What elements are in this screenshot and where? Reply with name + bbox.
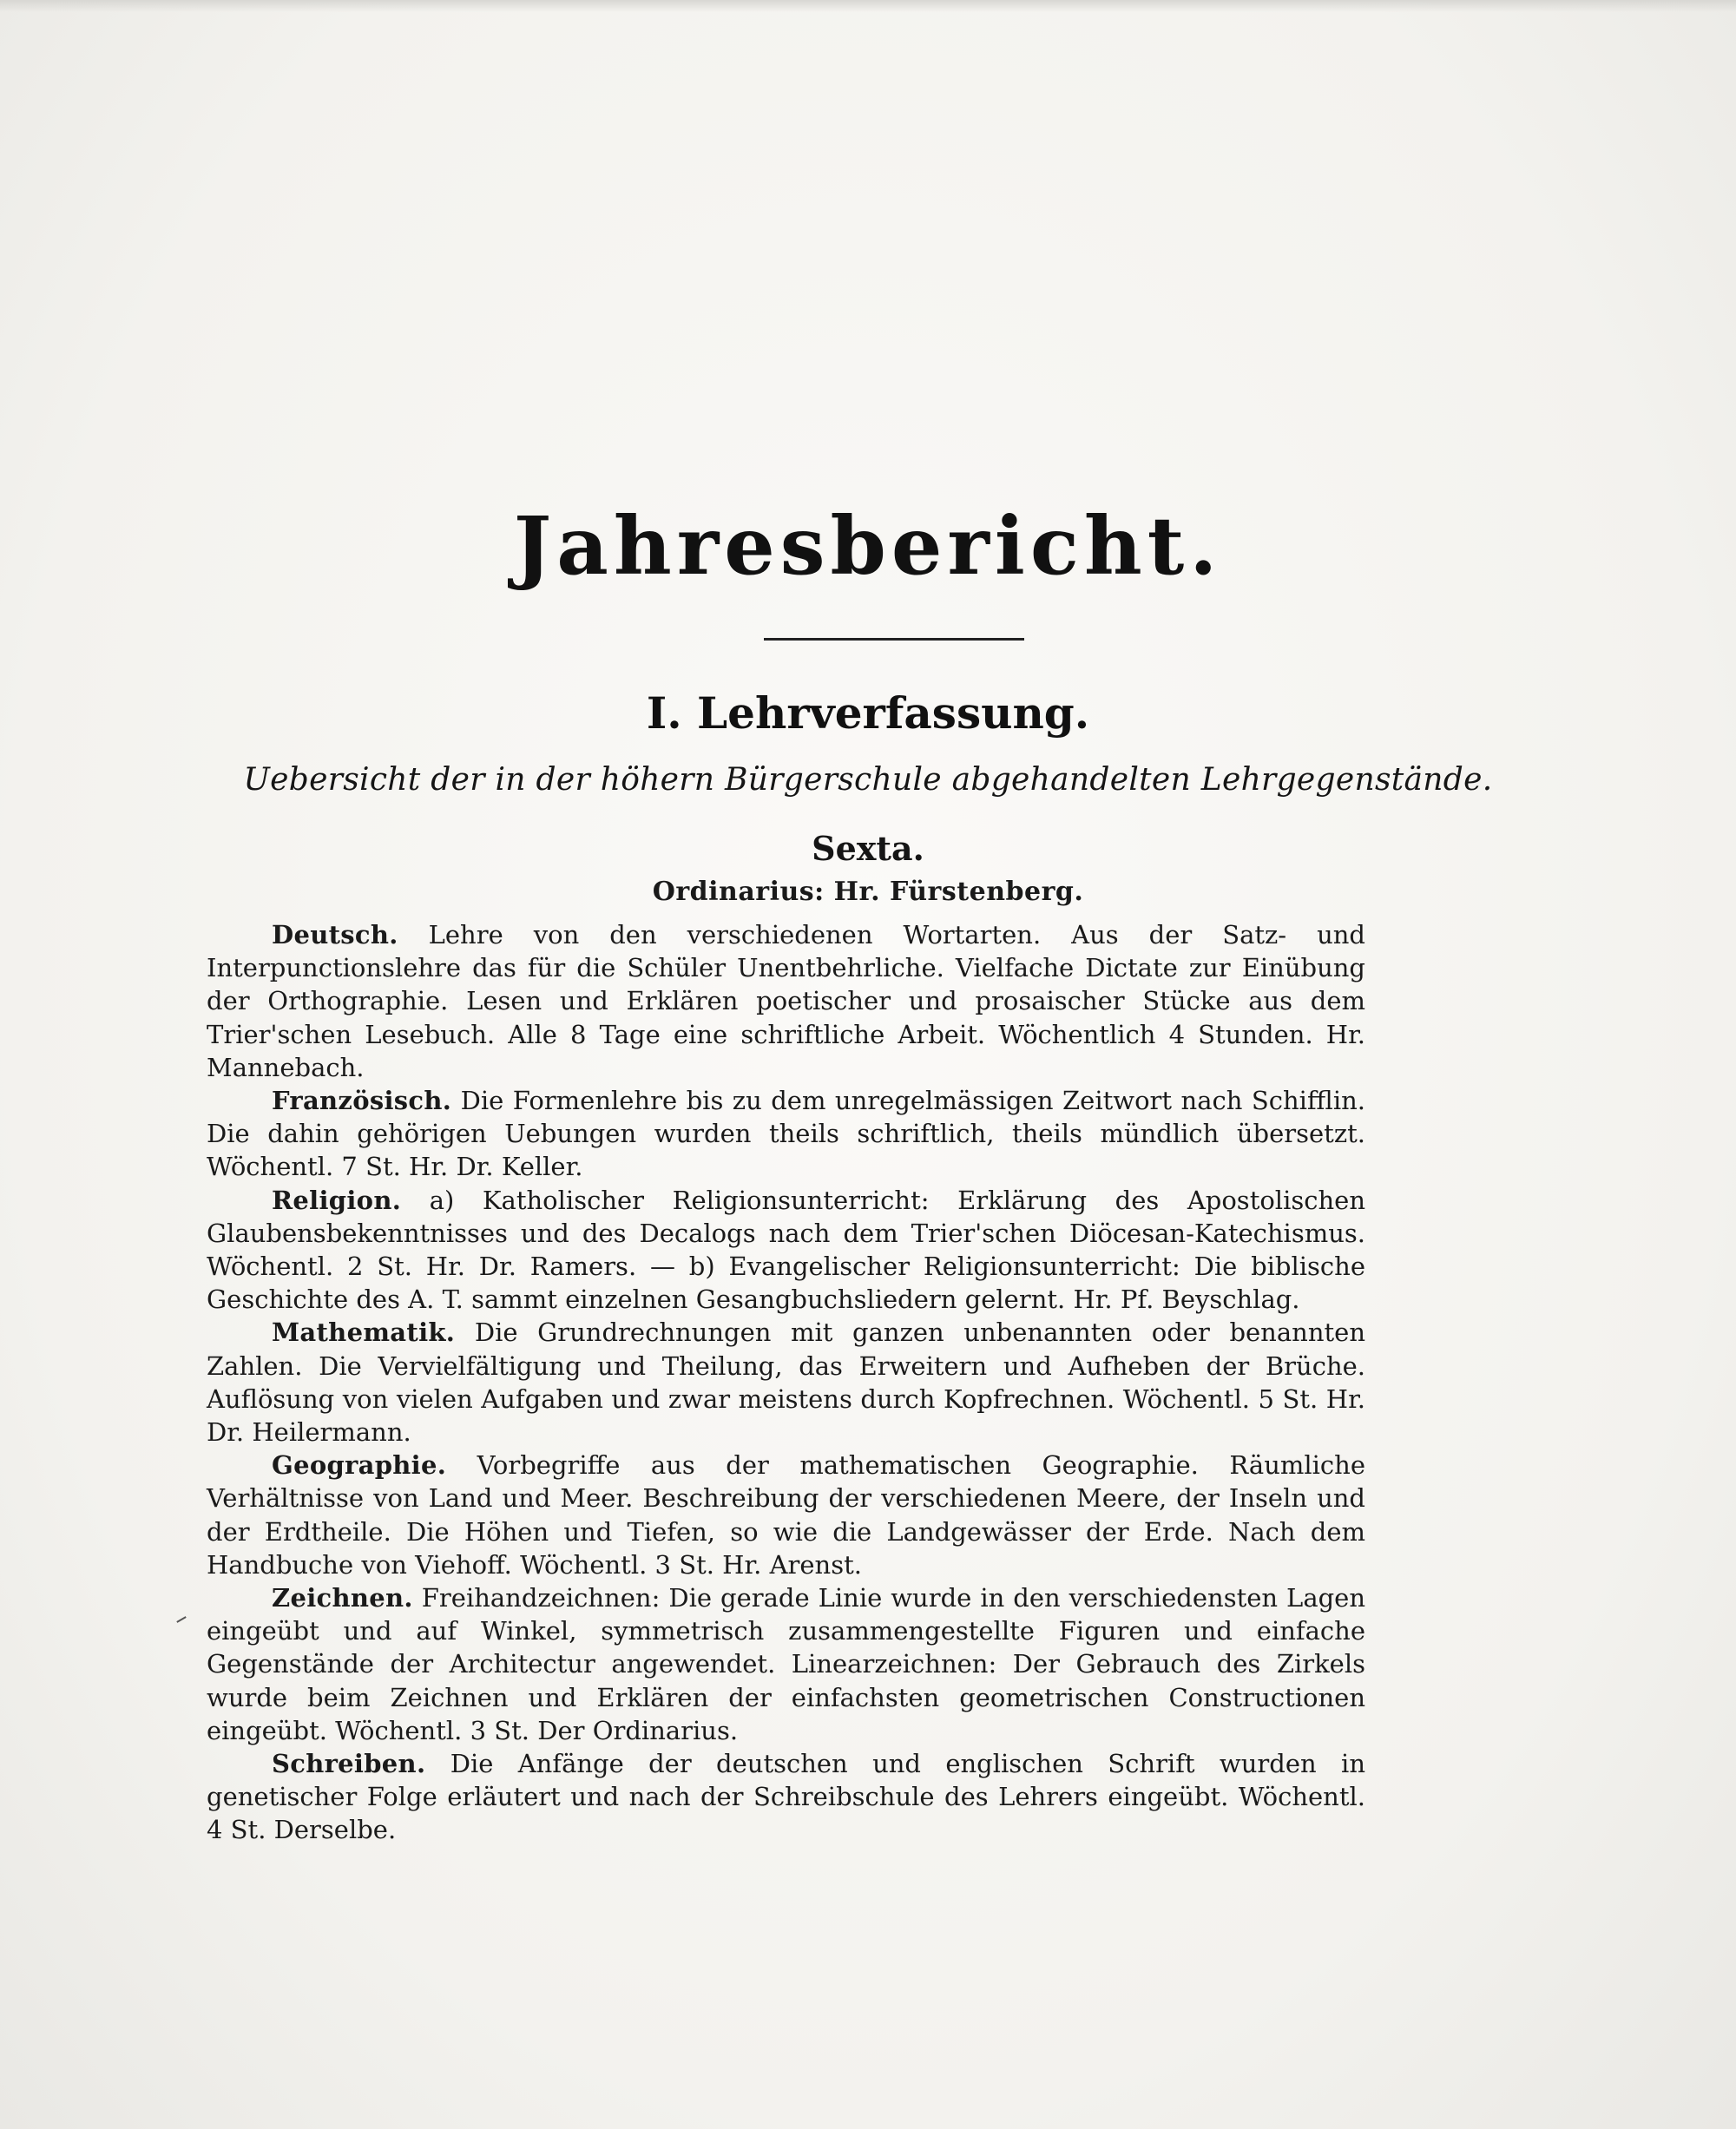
report-title: Jahresbericht. (513, 499, 1223, 593)
subject-paragraph-zeichnen (207, 1581, 1365, 1747)
subject-name: Französisch. (272, 1086, 452, 1116)
subject-name: Zeichnen. (272, 1583, 413, 1613)
class-heading: Sexta. (812, 829, 924, 868)
subject-name: Geographie. (272, 1450, 447, 1481)
page-top-edge (0, 0, 1736, 12)
subject-paragraph-schreiben (207, 1747, 1365, 1847)
subject-text: a) Katholischer Religionsunterricht: Erklärung des Apostolischen Glaubensbekenntnisses und des Decalogs nach dem Trier'schen Diöcesan-Katechismus. Wöchentl. 2 St. Hr. Dr. Ramers. — b) Evangelischer Religionsunterricht: Die biblische Geschichte des A. T. sammt einzelnen Gesangbuchsliedern gelernt. Hr. Pf. Beyschlag. (207, 1185, 1365, 1315)
subject-text: Die Anfänge der deutschen und englischen Schrift wurden in genetischer Folge erläutert und nach der Schreibschule des Lehrers eingeübt. Wöchentl. 4 St. Derselbe. (207, 1749, 1365, 1845)
subject-name: Deutsch. (272, 920, 398, 950)
subject-text: Die Grundrechnungen mit ganzen unbenannten oder benannten Zahlen. Die Vervielfältigung und Theilung, das Erweitern und Aufheben der Brüche. Auflösung von vielen Aufgaben und zwar meistens durch Kopfrechnen. Wöchentl. 5 St. Hr. Dr. Heilermann. (207, 1317, 1366, 1448)
subject-paragraph-franzoesisch (207, 1084, 1365, 1184)
subject-name: Schreiben. (272, 1749, 426, 1779)
subject-list (207, 918, 1365, 1847)
subject-text: Lehre von den verschiedenen Wortarten. Aus der Satz- und Interpunctionslehre das für die Schüler Unentbehrliche. Vielfache Dictate zur Einübung der Orthographie. Lesen und Erklären poetischer und prosaischer Stücke aus dem Trier'schen Lesebuch. Alle 8 Tage eine schriftliche Arbeit. Wöchentlich 4 Stunden. Hr. Mannebach. (207, 920, 1365, 1082)
subject-text: Freihandzeichnen: Die gerade Linie wurde in den verschiedensten Lagen eingeübt und auf Winkel, symmetrisch zusammengestellte Figuren und einfache Gegenstände der Architectur angewendet. Linearzeichnen: Der Gebrauch des Zirkels wurde beim Zeichnen und Erklären der einfachsten geometrischen Constructionen eingeübt. Wöchentl. 3 St. Der Ordinarius. (207, 1583, 1366, 1745)
subject-paragraph-religion (207, 1184, 1365, 1317)
subject-name: Mathematik. (272, 1317, 456, 1348)
title-rule (764, 638, 1024, 641)
overview-subtitle: Uebersicht der in der höhern Bürgerschule abgehandelten Lehrgegenstände. (243, 762, 1493, 798)
subject-paragraph-geographie (207, 1449, 1365, 1581)
subject-text: Die Formenlehre bis zu dem unregelmässigen Zeitwort nach Schifflin. Die dahin gehörigen Uebungen wurden theils schriftlich, theils mündlich übersetzt. Wöchentl. 7 St. Hr. Dr. Keller. (207, 1086, 1366, 1182)
subject-paragraph-mathematik (207, 1316, 1365, 1449)
ordinarius-line: Ordinarius: Hr. Fürstenberg. (652, 877, 1084, 907)
section-heading: I. Lehrverfassung. (646, 687, 1090, 739)
subject-paragraph-deutsch (207, 918, 1365, 1084)
subject-text: Vorbegriffe aus der mathematischen Geographie. Räumliche Verhältnisse von Land und Meer. Beschreibung der verschiedenen Meere, der Inseln und der Erdtheile. Die Höhen und Tiefen, so wie die Landgewässer der Erde. Nach dem Handbuche von Viehoff. Wöchentl. 3 St. Hr. Arenst. (207, 1450, 1365, 1580)
subject-name: Religion. (272, 1185, 402, 1215)
margin-pencil-mark (176, 1616, 186, 1623)
